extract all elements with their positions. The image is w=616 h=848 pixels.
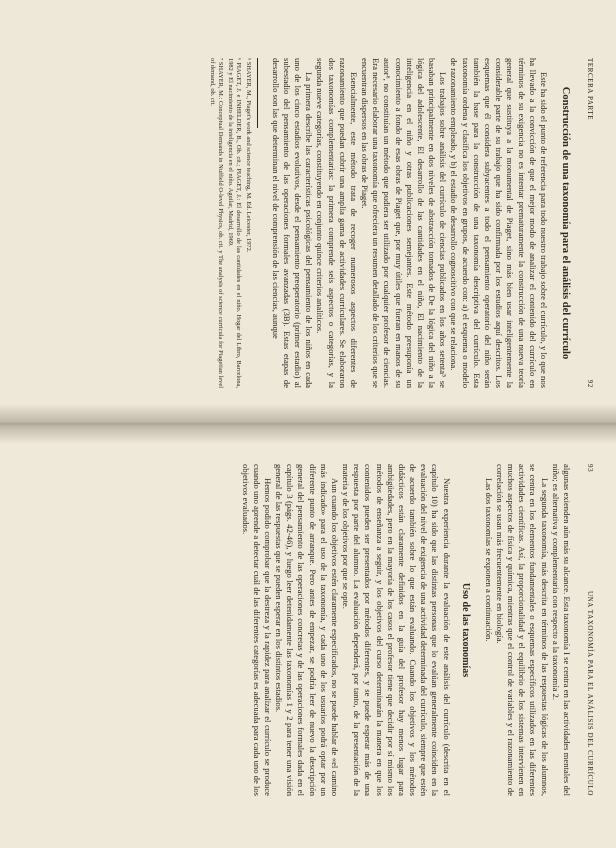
chapter-title: Construcción de una taxonomía para el análisis del currículo: [560, 86, 571, 360]
right-paragraph-5: Aun cuando los objetivos estén claramente especificados, no se puede hablar de «el camino más indicado» para el uso de la taxonomía, y cada uno de los usuarios podrá optar por un diferente punto de arranque. Pero antes de empezar, se podría leer de nuevo la descripción general del pensamiento de las operaciones concretas y de las operaciones formales dada en el capítulo 3 (págs. 42-46), y luego leer detenidamente las taxonomías 1 y 2 para tener una visión general de las respuestas que se pueden esperar en los distintos estadios.: [274, 464, 340, 796]
right-running-header: [586, 464, 594, 796]
footnote-rule: [257, 58, 258, 128]
left-paragraph-1: Este ha sido el punto de referencia para todo nuestro trabajo sobre el currículo, y lo que nos ha llevado a la convicción de que el mejor modo de analizar el contenido del currículo en términos de su exigencia no es intentar prematuramente la construcción de una nueva teoría general que sustituya a la monumental de Piaget, sino más bien usar inteligentemente la considerable parte de su trabajo que ha sido confirmada por los estudios aquí descritos. Los esquemas que él considera subyacentes a todo el pensamiento operatorio del niño serán también la base para la construcción de una taxonomía descriptiva del currículo. Esta taxonomía ordena y clasifica los objetivos en grupos, de acuerdo con: a) el esquema o modelo de razonamiento empleado, y b) el estadio de desarrollo cognoscitivo con que se relaciona.: [449, 58, 549, 388]
left-page-number: 92: [586, 379, 594, 388]
right-page-number: 93: [586, 464, 594, 473]
footnote-5: ⁵ SHAYER, M., Piaget's work and science teaching, M. Ed. Leicester, 1972.: [244, 58, 252, 253]
left-paragraph-4: La primera describe las características psicológicas del pensamiento de los niños en cada uno de los cinco estadios evolutivos, desde el pensamiento preoperatorio (primer estadio) al subestadio del pensamiento de las operaciones formales avanzadas (3B). Estas etapas de desarrollo son las que determinan el nivel de comprensión de las ciencias, aunque: [270, 58, 315, 388]
left-running-header: [586, 58, 594, 388]
footnote-6: ⁶ PIAGET, J. e INHELDER, B., Ob. cit.; PIAGET, J.: El desarrollo de las cantidades en el niño. Hogar del Libro, Barcelona, 1982 y El nacimiento de la inteligencia en el niño. Aguilar, Madrid, 1969.: [226, 58, 242, 388]
left-header-label: TERCERA PARTE: [586, 58, 594, 121]
right-paragraph-3: Las dos taxonomías se exponen a continuación.: [483, 478, 494, 642]
right-paragraph-4: Nuestra experiencia durante la evaluación de este análisis del currículo (descrita en el capítulo 10) ha sido que las distintas personas que lo evalúan generalmente coinciden en la evaluación del nivel de exigencia de una actividad determinada del currículo, siempre que estén de acuerdo también sobre lo que están evaluando. Cuando los objetivos y los métodos didácticos están claramente definidos en la guía del profesor hay menos lugar para ambigüedades, pero en la mayoría de los casos el profesor tiene que decidir por sí mismo los métodos de enseñanza a seguir, y los objetivos del curso determinarán la manera en que los contenidos pueden ser presentados por métodos diferentes, y se puede esperar más de una respuesta por parte del alumno. La evaluación dependerá, por tanto, de la presentación de la materia y de los objetivos por que se opte.: [341, 464, 452, 796]
left-paragraph-3: Esencialmente, este método trata de recoger numerosos aspectos diferentes de razonamiento que puedan cubrir una amplia gama de actividades curriculares. Se elaboraron dos taxonomías complementarias: la primera comprende seis aspectos o categorías, y la segunda nueve categorías, constituyendo en conjunto quince criterios analíticos.: [315, 58, 359, 388]
right-paragraph-2: La segunda taxonomía, más descrita en términos de las respuestas lógicas de los alumnos, se centra en los elementos fundamentales o esquemas específicos utilizados en las diferentes actividades científicas. Así, la proporcionalidad y el equilibrio de los sistemas intervienen en muchos aspectos de física y química, mientras que el control de variables y el razonamiento de correlación se usan más frecuentemente en biología.: [494, 464, 550, 796]
right-page: [0, 424, 616, 848]
right-header-label: UNA TAXONOMÍA PARA EL ANÁLISIS DEL CURRÍCULO: [586, 590, 594, 796]
footnote-7: ⁷ SHAYER, M.: Conceptual Demands in Nuffield O-level Physics, ob. cit. y The analysis of science curricula for Piagetian level of demand, ob. cit.: [208, 58, 224, 388]
left-paragraph-2: Los trabajos sobre análisis del currículo de ciencias publicados en los años setenta⁵ se basaban principalmente en dos niveles de abstracción tomados de De la lógica del niño a la lógica del adolescente, El desarrollo de las cantidades en el niño, El nacimiento de la inteligencia en el niño y otras publicaciones semejantes. Este método presuponía un conocimiento a fondo de esas obras de Piaget que, por muy útiles que fueran en manos de su autor⁶, no constituían un método que pudiera ser utilizado por cualquier profesor de ciencias. Era necesario elaborar una taxonomía que ofreciera un resumen detallado de los criterios que se encuentran dispersos en las obras de Piaget.: [360, 58, 449, 388]
right-paragraph-1: algunas exienden aún más su alcance. Esta taxonomía I se centra en las actividades mentales del niño; es alternativa y complementaria con respecto a la taxonomía 2.: [550, 464, 572, 796]
section-heading: Uso de las taxonomías: [459, 582, 471, 678]
book-gutter-shadow: [0, 404, 616, 444]
right-paragraph-6: Hemos podido comprobar que la destreza y la rapidez para analizar el currículo se produce cuando uno aprende a detectar cuál de las diferentes categorías es adecuada para cada uno de los objetivos evaluados.: [240, 464, 273, 796]
